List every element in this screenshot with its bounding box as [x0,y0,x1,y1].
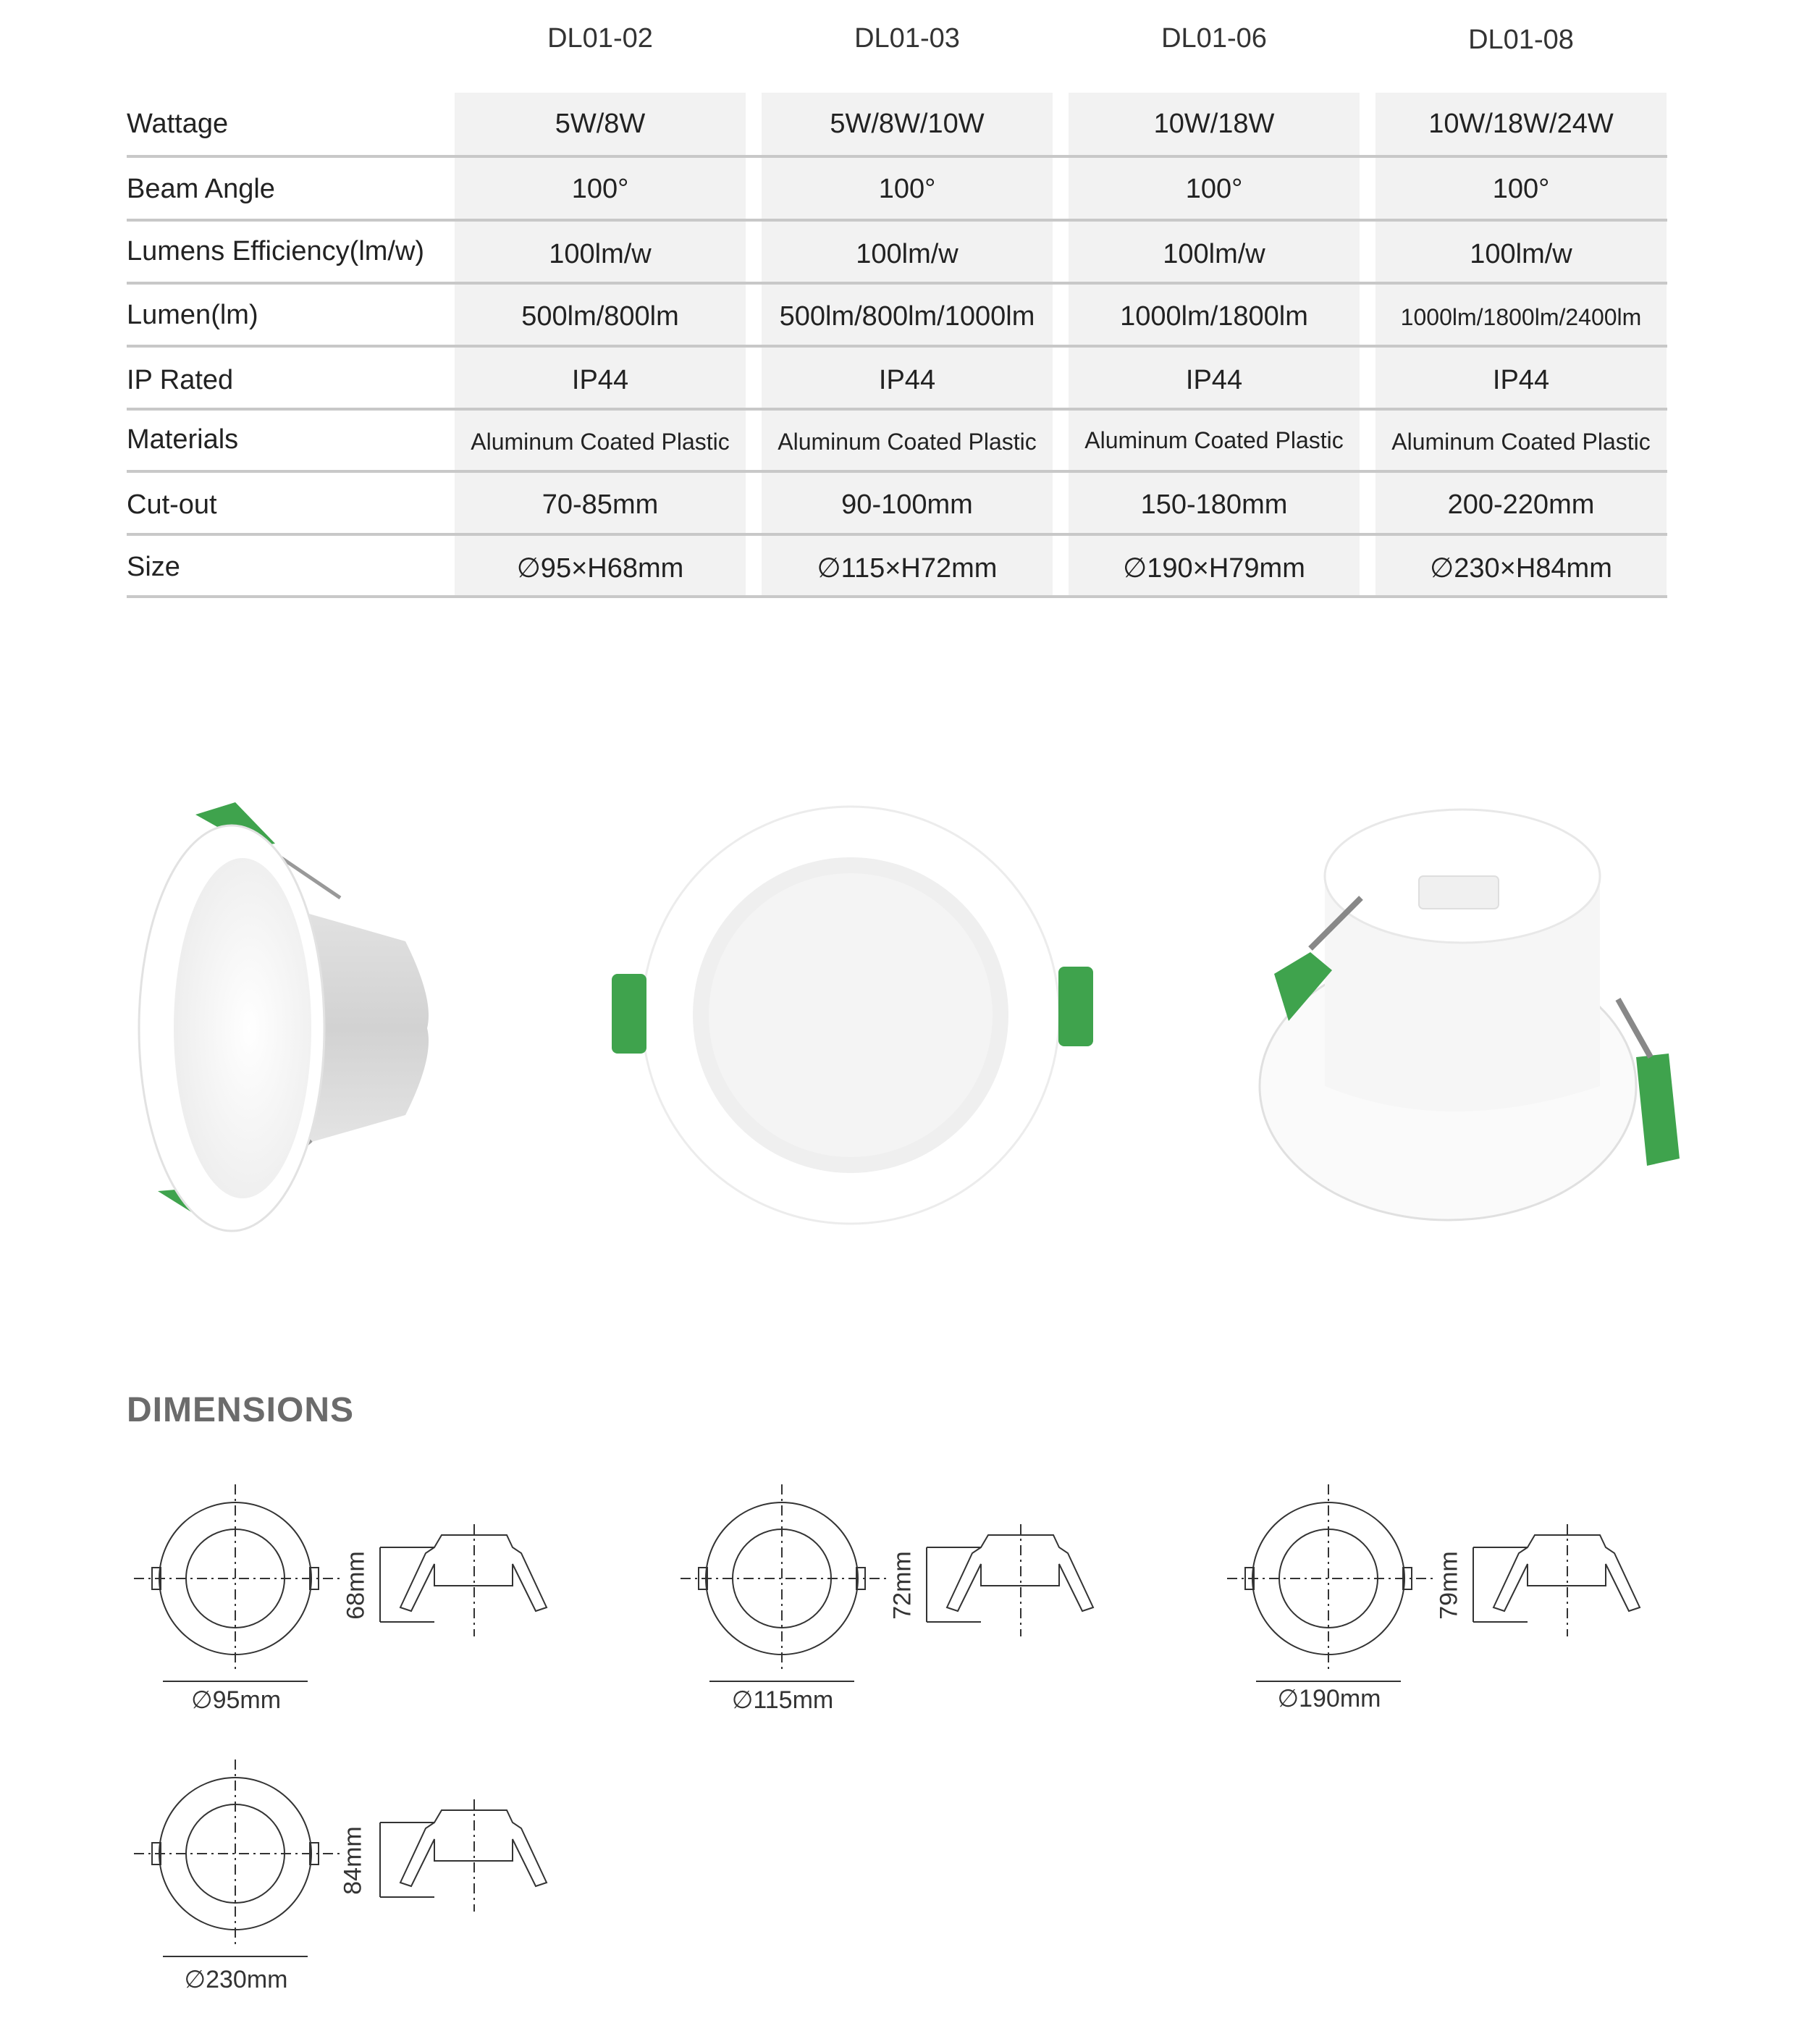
row-divider [127,282,1667,285]
cell: Aluminum Coated Plastic [1391,429,1651,455]
product-photo-side-view [109,789,456,1238]
cell: Aluminum Coated Plastic [778,429,1037,455]
cell: 70-85mm [542,489,659,520]
row-divider [127,408,1667,411]
diameter-label-4: ∅230mm [184,1966,288,1993]
height-label-3: 79mm [1435,1551,1463,1620]
cell: IP44 [878,365,936,395]
row-label-beam-angle: Beam Angle [127,174,275,204]
cell: ∅95×H68mm [516,553,684,584]
row-label-cut-out: Cut-out [127,489,217,520]
cell: 10W/18W/24W [1428,109,1614,139]
cell: 1000lm/1800lm/2400lm [1400,304,1642,330]
cell: 100lm/w [856,239,959,269]
cell: 100lm/w [549,239,652,269]
cell: IP44 [1492,365,1550,395]
diameter-label-1: ∅95mm [190,1686,282,1714]
model-header: DL01-06 [1161,23,1267,54]
cell: 100° [1492,174,1550,204]
cell: 500lm/800lm/1000lm [779,301,1035,332]
cell: 200-220mm [1447,489,1595,520]
cell: 1000lm/1800lm [1120,301,1308,332]
height-label-2: 72mm [888,1551,917,1620]
row-label-wattage: Wattage [127,109,229,139]
row-label-lumens-efficiency: Lumens Efficiency(lm/w) [127,236,425,266]
cell: 5W/8W/10W [830,109,985,139]
model-header: DL01-08 [1468,25,1574,55]
row-label-lumen: Lumen(lm) [127,300,258,330]
row-divider [127,533,1667,536]
cell: 10W/18W [1153,109,1275,139]
cell: 100° [571,174,629,204]
model-header: DL01-03 [854,23,960,54]
row-label-materials: Materials [127,424,239,455]
diameter-label-2: ∅115mm [731,1686,834,1714]
row-label-ip-rated: IP Rated [127,365,234,395]
cell: 100lm/w [1470,239,1572,269]
cell: 100lm/w [1163,239,1265,269]
cell: 150-180mm [1140,489,1288,520]
height-label-4: 84mm [339,1826,367,1895]
diameter-label-3: ∅190mm [1277,1685,1381,1712]
cell: IP44 [571,365,629,395]
cell: 5W/8W [555,109,646,139]
cell: 100° [878,174,936,204]
row-label-size: Size [127,552,180,582]
cell: 500lm/800lm [521,301,679,332]
row-divider [127,219,1667,222]
cell: ∅230×H84mm [1430,553,1612,584]
height-label-1: 68mm [342,1551,370,1620]
row-divider [127,155,1667,158]
product-photo-back-view [1260,796,1709,1245]
row-divider [127,595,1667,598]
model-header: DL01-02 [547,23,653,54]
product-photo-front-view [608,804,1115,1231]
cell: Aluminum Coated Plastic [1084,427,1344,453]
row-divider [127,345,1667,348]
dimensions-title: DIMENSIONS [127,1391,355,1429]
cell: Aluminum Coated Plastic [471,429,730,455]
row-divider [127,470,1667,473]
cell: IP44 [1185,365,1243,395]
cell: ∅115×H72mm [817,553,998,584]
cell: ∅190×H79mm [1123,553,1305,584]
cell: 100° [1185,174,1243,204]
cell: 90-100mm [841,489,973,520]
